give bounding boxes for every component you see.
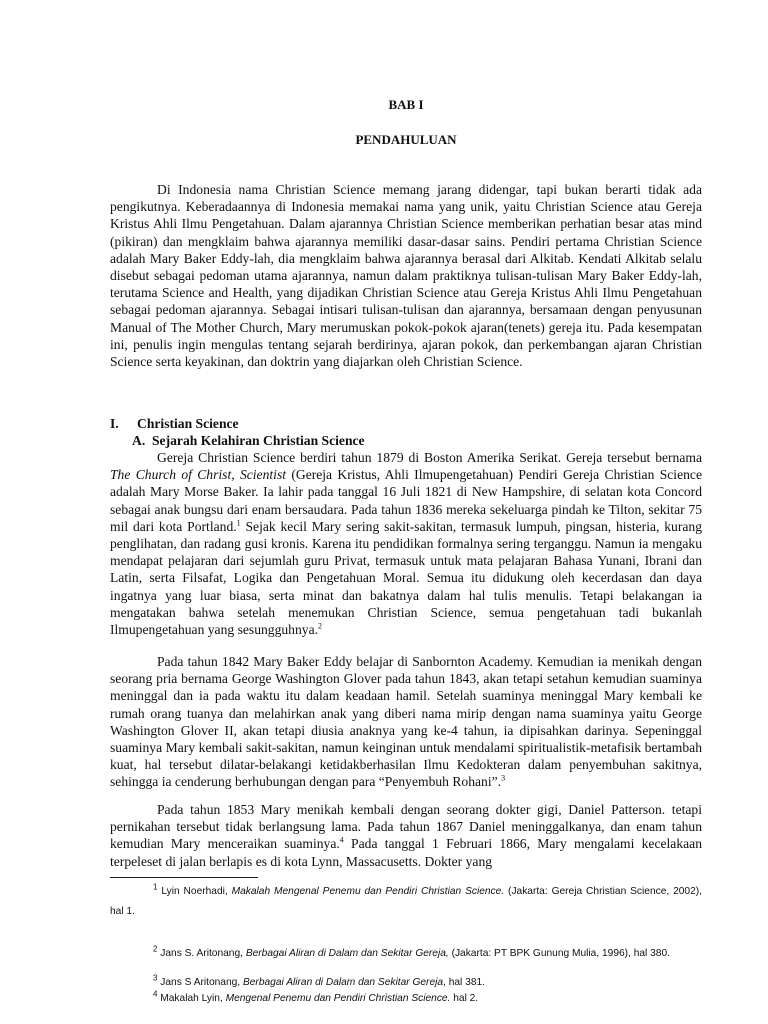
footnote-2-number: 2: [153, 944, 158, 954]
subsection-number: A.: [132, 433, 146, 448]
footnote-1-publisher: (Jakarta: Gereja Christian Science, 2002), hal 1.: [110, 886, 702, 917]
footnote-3-title: Berbagai Aliran di Dalam dan Sekitar Gereja: [242, 977, 444, 988]
footnote-3-number: 3: [153, 973, 158, 983]
section-title: Christian Science: [137, 416, 239, 431]
section-heading: [110, 416, 239, 432]
footnote-1-number: 1: [153, 882, 158, 892]
intro-paragraph: Di Indonesia nama Christian Science memang jarang didengar, tapi bukan berarti tidak ada pengikutnya. Keberadaannya di Indonesia memakai nama yang unik, yaitu Christian Science atau Gereja Kristus Ahli Ilmu Pengetahuan. Dalam ajarannya Christian Science memberikan perhatian besar atas mind (pikiran) dan mengklaim bahwa ajarannya memiliki dasar-dasar sains. Pendiri pertama Christian Science adalah Mary Baker Eddy-lah, dia mengklaim bahwa ajarannya berasal dari Alkitab. Kendati Alkitab selalu disebut sebagai pedoman utama ajarannya, namun dalam praktiknya tulisan-tulisan Mary Baker Eddy-lah, terutama Science and Health, yang dijadikan Christian Science atau Gereja Kristus Ahli Ilmu Pengetahuan sebagai pedoman ajarannya. Sebagai intisari tulisan-tulisan dan ajarannya, bersamaan dengan penyusunan Manual of The Mother Church, Mary merumuskan pokok-pokok ajaran(tenets) gereja itu. Pada kesempatan ini, penulis ingin mengulas tentang sejarah berdirinya, ajaran pokok, dan perkembangan ajaran Christian Science serta keyakinan, dan doktrin yang diajarkan oleh Christian Science.: [110, 182, 702, 370]
paragraph-3: [110, 801, 702, 870]
paragraph-2: [110, 653, 702, 791]
footnote-2: [110, 944, 702, 964]
paragraph-1-text-c: Sejak kecil Mary sering sakit-sakitan, termasuk lumpuh, pingsan, histeria, kurang penglihatan, dan radang gusi kronis. Karena itu pendidikan formalnya sering terganggu. Namun ia mengaku mendapat pelajaran dari sejumlah guru Privat, termasuk untuk mata pelajaran Bahasa Yunani, Ibrani dan Latin, serta Filsafat, Logika dan Pengetahuan Moral. Semua itu didukung oleh kecerdasan dan daya ingatnya yang luar biasa, serta minat dan bakatnya dalam hal tulis menulis. Tetapi belakangan ia mengatakan bahwa setelah menemukan Christian Science, semua pengetahuan tadi bukanlah Ilmupengetahuan yang sesungguhnya.: [110, 518, 702, 638]
footnote-1: [110, 882, 702, 922]
footnote-1-author: Lyin Noerhadi,: [157, 886, 232, 897]
chapter-title: PENDAHULUAN: [355, 132, 457, 147]
chapter-number: BAB I: [388, 97, 424, 112]
footnote-4-page: hal 2.: [450, 993, 479, 1004]
footnote-3: [110, 975, 702, 991]
footnote-separator: [110, 877, 258, 878]
footnote-3-author: Jans S Aritonang,: [157, 977, 243, 988]
footnote-ref-2[interactable]: 2: [318, 621, 323, 631]
paragraph-1-text-a: Gereja Christian Science berdiri tahun 1879 di Boston Amerika Serikat. Gereja tersebut bernama: [157, 450, 702, 465]
paragraph-1-text-b: (Gereja Kristus, Ahli Ilmupengetahuan) Pendiri Gereja Christian Science adalah Mary Morse Baker. Ia lahir pada tanggal 16 Juli 1821 di New Hampshire, di selatan kota Concord sebagai anak bungsu dari enam bersaudara. Pada tahun 1836 mereka sekeluarga pindah ke Tilton, sekitar 75 mil dari kota Portland.: [110, 467, 702, 534]
footnote-ref-1[interactable]: 1: [236, 518, 241, 528]
paragraph-3-text-a: Pada tahun 1853 Mary menikah kembali dengan seorang dokter gigi, Daniel Patterson. tetapi pernikahan tersebut tidak berlangsung lama. Pada tahun 1867 Daniel meninggalkanya, dan enam tahun kemudian Mary menceraikan suaminya.: [110, 802, 702, 852]
subsection-title: Sejarah Kelahiran Christian Science: [152, 433, 365, 448]
footnote-2-title: Berbagai Aliran di Dalam dan Sekitar Gereja,: [245, 948, 449, 959]
footnote-3-page: , hal 381.: [443, 977, 485, 988]
paragraph-3-text-b: Pada tanggal 1 Februari 1866, Mary mengalami kecelakaan terpeleset di jalan berlapis es di kota Lynn, Massacusetts. Dokter yang: [110, 836, 702, 869]
footnote-4-title: Mengenal Penemu dan Pendiri Christian Science.: [225, 993, 451, 1004]
footnote-ref-4[interactable]: 4: [339, 835, 344, 845]
footnote-2-publisher: (Jakarta: PT BPK Gunung Mulia, 1996), hal 380.: [448, 948, 670, 959]
section-number: I.: [110, 416, 119, 431]
footnote-4-author: Makalah Lyin,: [157, 993, 226, 1004]
footnote-1-title: Makalah Mengenal Penemu dan Pendiri Christian Science.: [231, 886, 505, 897]
footnote-ref-3[interactable]: 3: [501, 773, 506, 783]
footnote-4: [110, 991, 702, 1007]
paragraph-1: [110, 449, 702, 638]
church-name-italic: The Church of Christ, Scientist: [110, 467, 287, 483]
footnote-4-number: 4: [153, 989, 158, 999]
footnote-2-author: Jans S. Aritonang,: [157, 948, 246, 959]
subsection-heading: [132, 433, 365, 449]
paragraph-2-text: Pada tahun 1842 Mary Baker Eddy belajar di Sanbornton Academy. Kemudian ia menikah dengan seorang pria bernama George Washington Glover pada tahun 1843, akan tetapi setahun kemudian suaminya meninggal dan ia pada waktu itu dalam keadaan hamil. Setelah suaminya meninggal Mary kembali ke rumah orang tuanya dan melahirkan anak yang diberi nama mirip dengan nama suaminya yaitu George Washington Glover II, akan tetapi diusia anaknya yang ke-4 tahun, ia dipisahkan darinya. Sepeninggal suaminya Mary kembali sakit-sakitan, namun keinginan untuk mendalami spiritualistik-metafisik bertambah kuat, hal tersebut dilatar-belakangi ketidakberhasilan Ilmu Kedokteran dalam penyembuhan sakitnya, sehingga ia cenderung berhubungan dengan para “Penyembuh Rohani”.: [110, 654, 702, 790]
